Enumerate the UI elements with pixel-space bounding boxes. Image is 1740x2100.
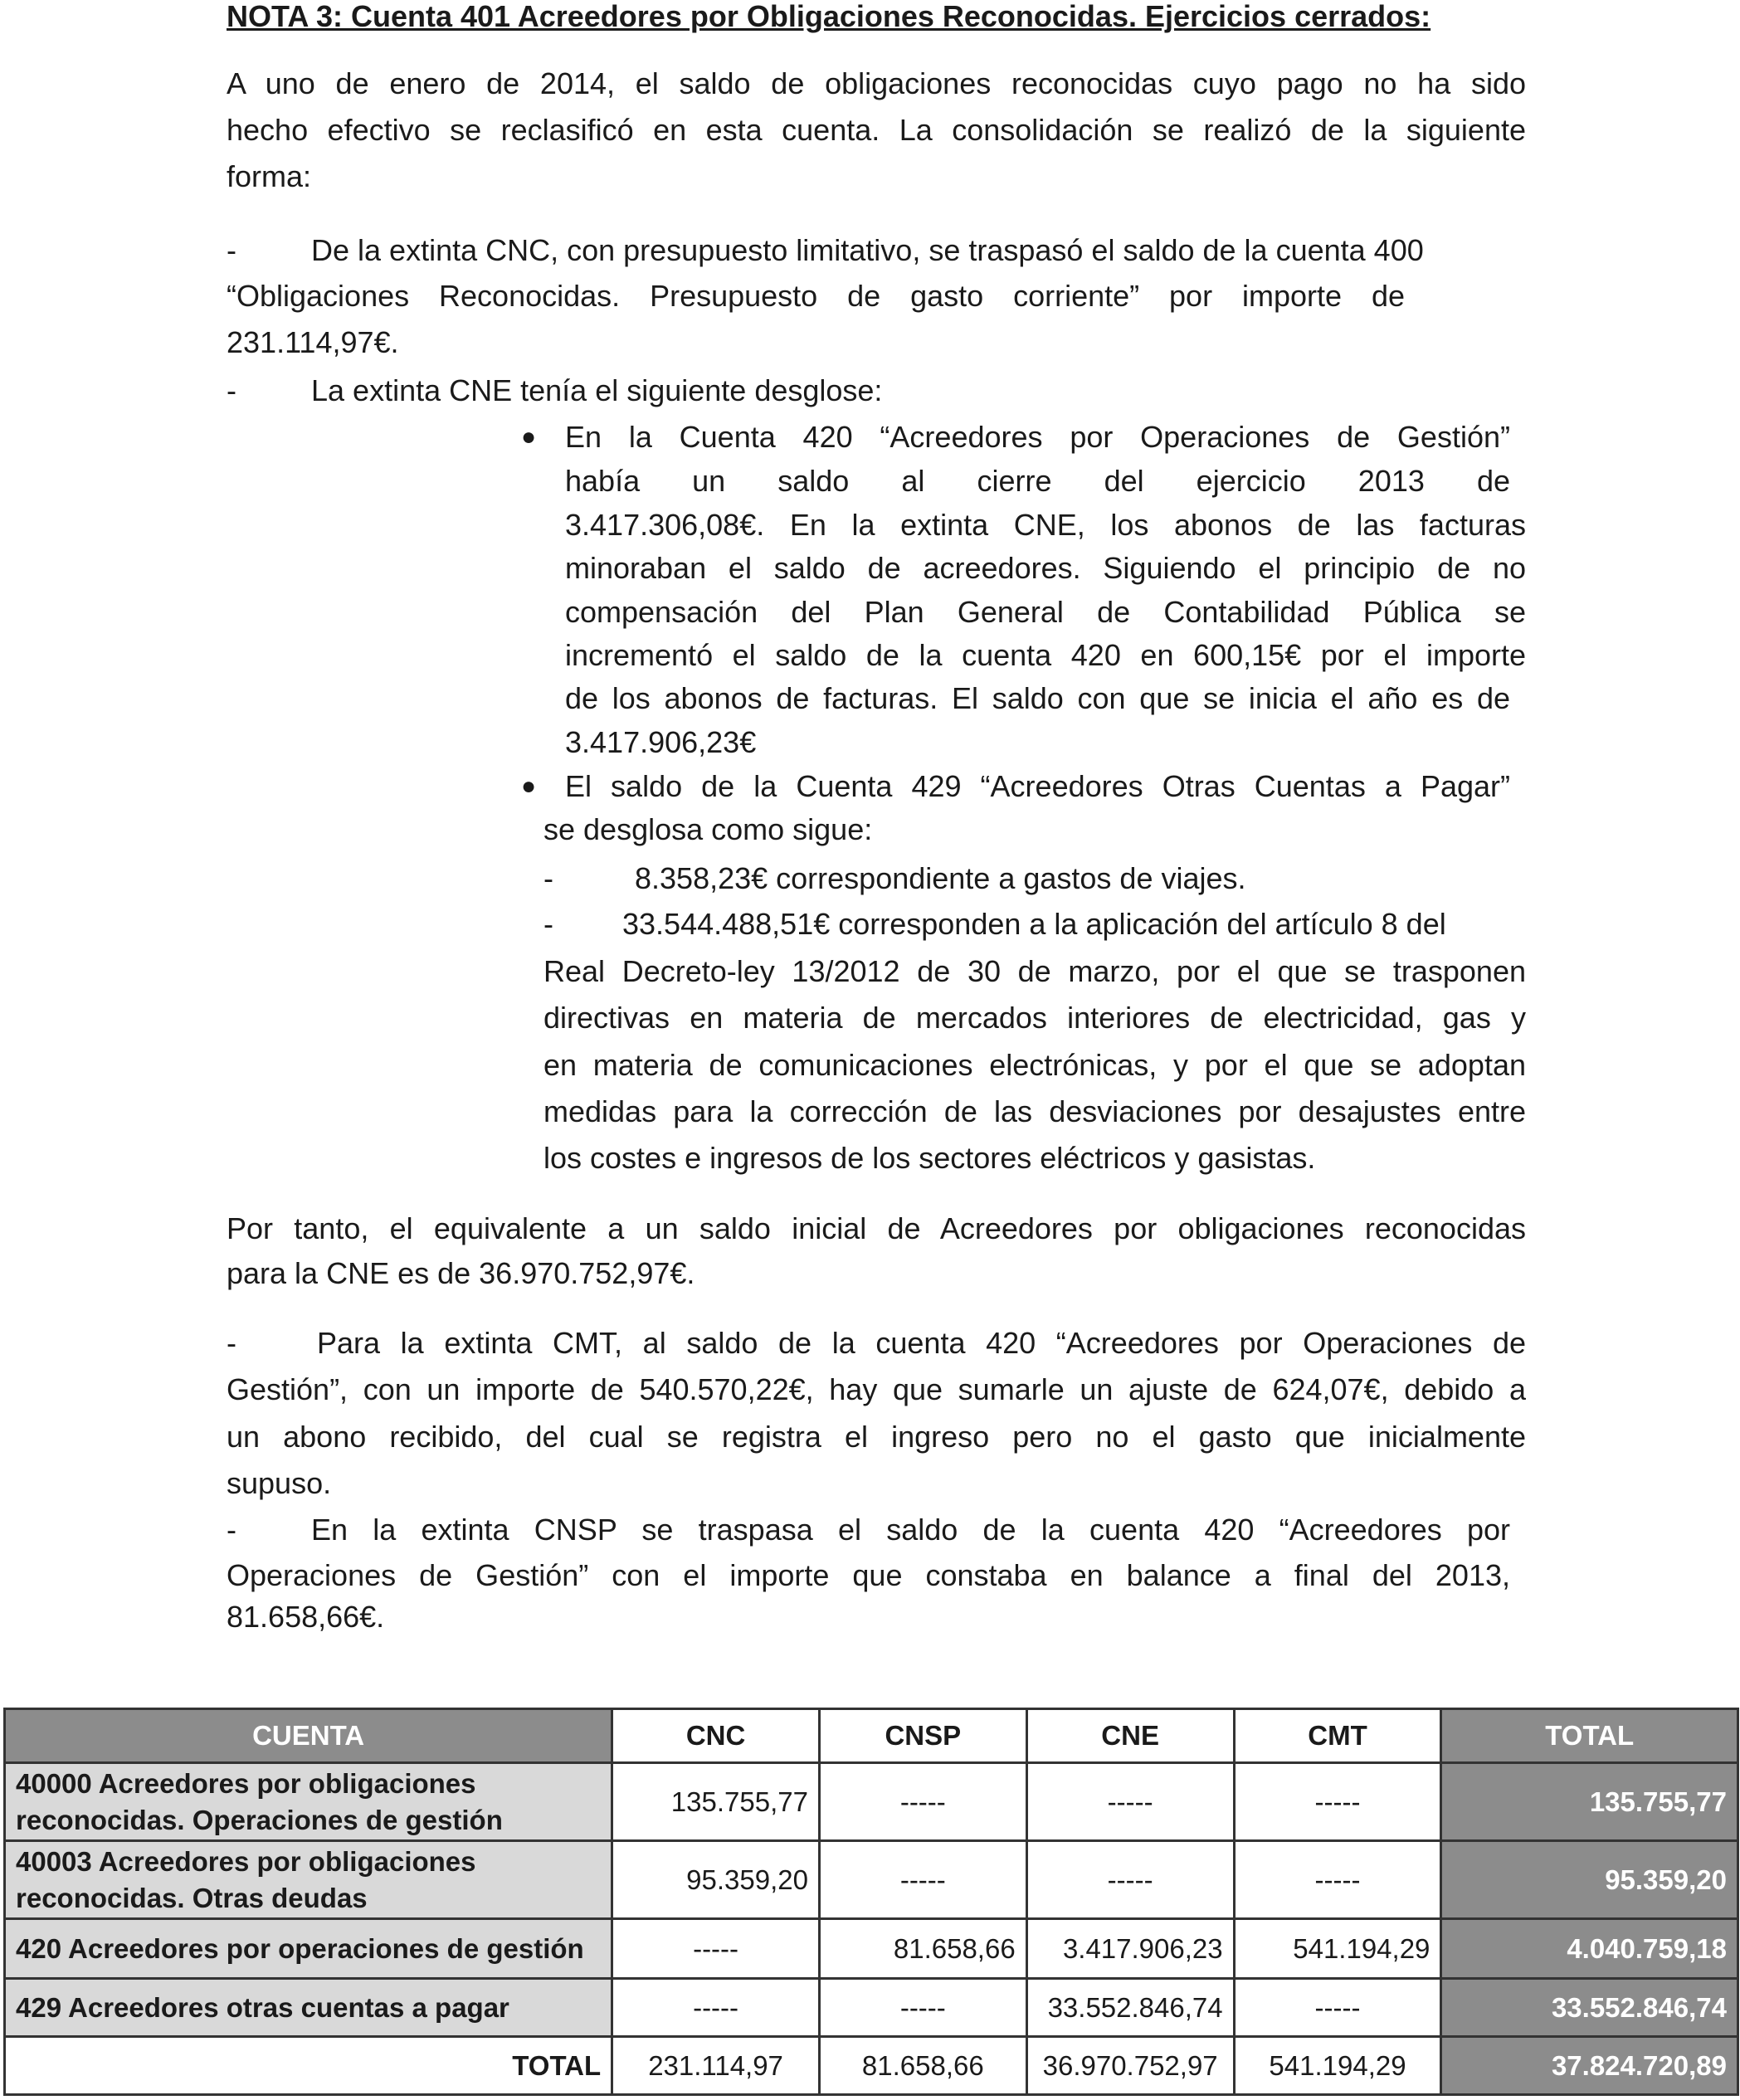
bullet-420-line-4: minoraban el saldo de acreedores. Siguiendo el principio de no [565,551,1526,585]
sub1-dash: - [543,861,553,895]
intro-line-2: hecho efectivo se reclasificó en esta cuenta. La consolidación se realizó de la siguiente [227,113,1526,147]
cell-cnc: 135.755,77 [612,1763,820,1841]
cnsp-line-3: 81.658,66€. [227,1600,385,1634]
row-cuenta-line: 40003 Acreedores por obligaciones [16,1845,476,1877]
header-cuenta: CUENTA [5,1709,612,1763]
cell-cnsp: ----- [819,1763,1026,1841]
cell-total: 95.359,20 [1441,1841,1738,1919]
cell-cne: ----- [1026,1841,1234,1919]
cnc-line-1: De la extinta CNC, con presupuesto limitativo, se traspasó el saldo de la cuenta 400 [311,233,1424,267]
bullet-420-line-2: había un saldo al cierre del ejercicio 2013 de [565,464,1510,498]
cne-line: La extinta CNE tenía el siguiente desglose: [311,373,883,407]
row-cuenta: 429 Acreedores otras cuentas a pagar [5,1979,612,2037]
cmt-line-2: Gestión”, con un importe de 540.570,22€, hay que sumarle un ajuste de 624,07€, debido a [227,1372,1526,1406]
bullet-420-line-3: 3.417.306,08€. En la extinta CNE, los abonos de las facturas [565,508,1526,542]
cell-total: 4.040.759,18 [1441,1919,1738,1979]
table-header-row [5,1709,1738,1763]
table-row [5,1841,1738,1919]
cnsp-line-1: En la extinta CNSP se traspasa el saldo de la cuenta 420 “Acreedores por [311,1513,1510,1547]
table-row [5,1919,1738,1979]
header-total: TOTAL [1441,1709,1738,1763]
sub2-line-4: en materia de comunicaciones electrónicas, y por el que se adoptan [543,1048,1526,1082]
header-cnsp: CNSP [819,1709,1026,1763]
cell-cmt: ----- [1234,1763,1441,1841]
table-row [5,1763,1738,1841]
header-cne: CNE [1026,1709,1234,1763]
sub2-line-6: los costes e ingresos de los sectores eléctricos y gasistas. [543,1141,1316,1175]
cell-cnc: 95.359,20 [612,1841,820,1919]
row-cuenta [5,1763,612,1841]
row-cuenta-line: 40000 Acreedores por obligaciones [16,1767,476,1799]
bullet-420-line-1: En la Cuenta 420 “Acreedores por Operaciones de Gestión” [565,420,1510,454]
cell-cnsp: 81.658,66 [819,1919,1026,1979]
header-cmt: CMT [1234,1709,1441,1763]
sub2-line-5: medidas para la corrección de las desviaciones por desajustes entre [543,1094,1526,1128]
row-cuenta-line: reconocidas. Operaciones de gestión [16,1804,503,1835]
sub2-line-3: directivas en materia de mercados interiores de electricidad, gas y [543,1001,1526,1035]
cmt-line-1: Para la extinta CMT, al saldo de la cuenta 420 “Acreedores por Operaciones de [317,1326,1526,1360]
summary-line-1: Por tanto, el equivalente a un saldo inicial de Acreedores por obligaciones reconocidas [227,1211,1526,1245]
cell-cne: 33.552.846,74 [1026,1979,1234,2037]
row-cuenta-line: reconocidas. Otras deudas [16,1882,368,1913]
cell-total: 33.552.846,74 [1441,1979,1738,2037]
cnc-line-2: “Obligaciones Reconocidas. Presupuesto de gasto corriente” por importe de [227,279,1405,313]
cmt-dash: - [227,1326,236,1360]
sub1-text: 8.358,23€ correspondiente a gastos de viajes. [635,861,1246,895]
total-cmt: 541.194,29 [1234,2037,1441,2095]
intro-line-3: forma: [227,159,312,193]
bullet-429-line-1: El saldo de la Cuenta 429 “Acreedores Otras Cuentas a Pagar” [565,769,1510,803]
bullet-429-line-2: se desglosa como sigue: [543,812,873,846]
total-cne: 36.970.752,97 [1026,2037,1234,2095]
cmt-line-3: un abono recibido, del cual se registra el ingreso pero no el gasto que inicialmente [227,1420,1526,1454]
row-cuenta [5,1841,612,1919]
bullet-420-line-7: de los abonos de facturas. El saldo con que se inicia el año es de [565,681,1510,715]
sub2-line-2: Real Decreto-ley 13/2012 de 30 de marzo, por el que se trasponen [543,954,1526,988]
cnc-line-3: 231.114,97€. [227,325,399,359]
cnsp-line-2: Operaciones de Gestión” con el importe que constaba en balance a final del 2013, [227,1558,1510,1592]
sub2-line-1: 33.544.488,51€ corresponden a la aplicación del artículo 8 del [622,907,1446,941]
bullet-420-line-8: 3.417.906,23€ [565,725,757,759]
summary-line-2: para la CNE es de 36.970.752,97€. [227,1256,695,1290]
cnsp-dash: - [227,1513,236,1547]
header-cnc: CNC [612,1709,820,1763]
bullet-icon: ● [521,423,537,451]
cell-total: 135.755,77 [1441,1763,1738,1841]
cne-dash: - [227,373,236,407]
sub2-dash: - [543,907,553,941]
cell-cmt: ----- [1234,1979,1441,2037]
total-cnsp: 81.658,66 [819,2037,1026,2095]
cell-cne: ----- [1026,1763,1234,1841]
cnc-dash: - [227,233,236,267]
cell-cnc: ----- [612,1919,820,1979]
bullet-420-line-5: compensación del Plan General de Contabilidad Pública se [565,595,1526,629]
bullet-icon: ● [521,772,537,800]
bullet-420-line-6: incrementó el saldo de la cuenta 420 en 600,15€ por el importe [565,638,1526,672]
cell-cnsp: ----- [819,1979,1026,2037]
cell-cnc: ----- [612,1979,820,2037]
intro-line-1: A uno de enero de 2014, el saldo de obligaciones reconocidas cuyo pago no ha sido [227,66,1526,100]
total-label: TOTAL [5,2037,612,2095]
table-total-row [5,2037,1738,2095]
accounts-table [3,1708,1739,2096]
cmt-line-4: supuso. [227,1466,332,1500]
total-total: 37.824.720,89 [1441,2037,1738,2095]
cell-cmt: 541.194,29 [1234,1919,1441,1979]
cell-cmt: ----- [1234,1841,1441,1919]
total-cnc: 231.114,97 [612,2037,820,2095]
table-row [5,1979,1738,2037]
row-cuenta: 420 Acreedores por operaciones de gestión [5,1919,612,1979]
cell-cne: 3.417.906,23 [1026,1919,1234,1979]
document-title: NOTA 3: Cuenta 401 Acreedores por Obligaciones Reconocidas. Ejercicios cerrados: [227,0,1431,33]
cell-cnsp: ----- [819,1841,1026,1919]
